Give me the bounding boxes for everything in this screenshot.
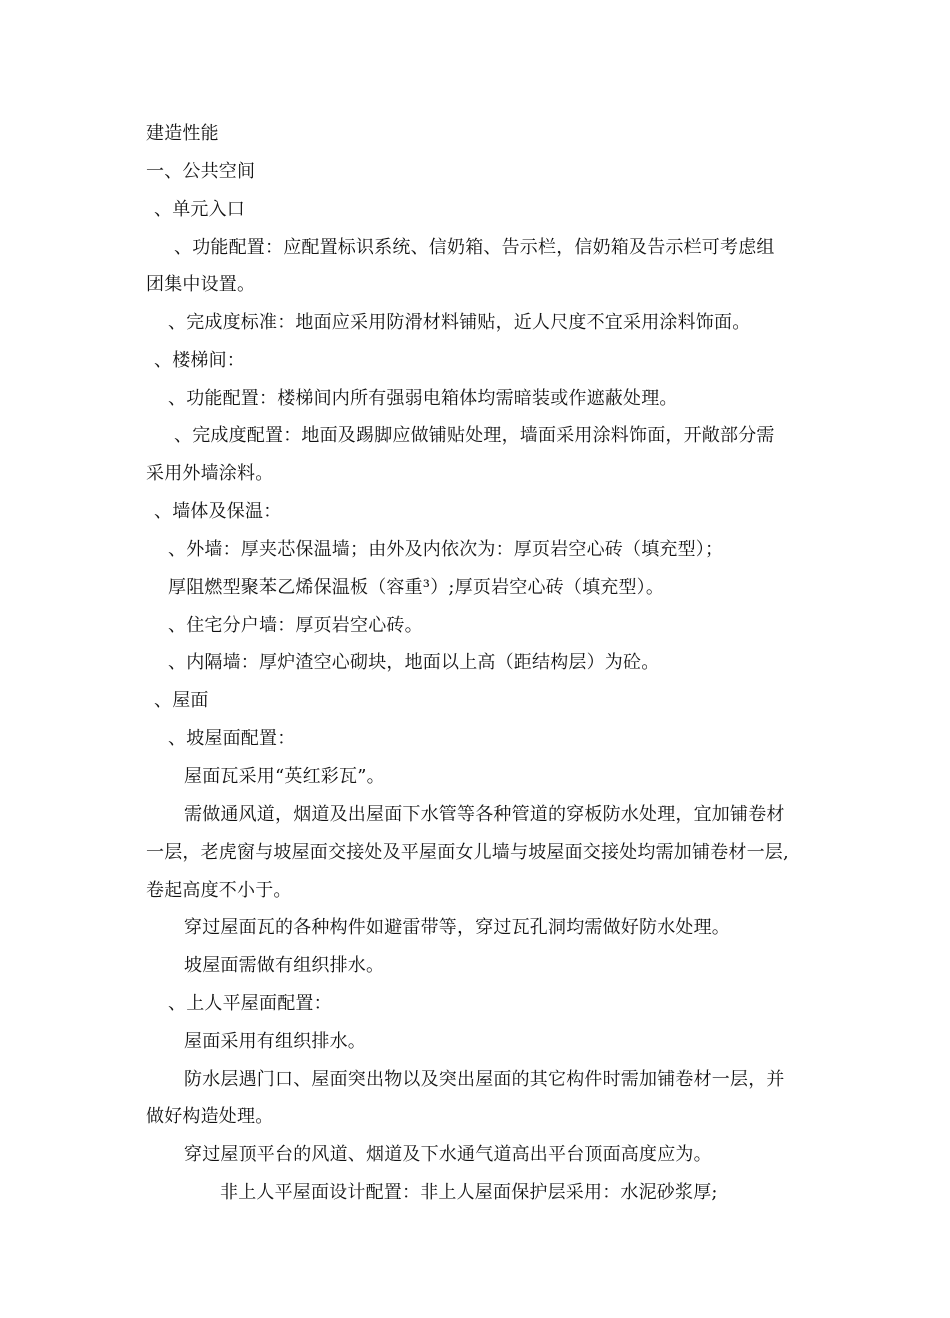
subsection-heading: 、上人平屋面配置： — [168, 993, 332, 1014]
paragraph-line: 一层，老虎窗与坡屋面交接处及平屋面女儿墙与坡屋面交接处均需加铺卷材一层, — [146, 842, 789, 863]
paragraph-line: 需做通风道，烟道及出屋面下水管等各种管道的穿板防水处理，宜加铺卷材 — [184, 804, 785, 825]
subsection-heading: 、屋面 — [154, 690, 209, 711]
subsection-heading: 、单元入口 — [154, 199, 245, 220]
subsection-heading: 、墙体及保温： — [154, 501, 282, 522]
paragraph-line: 采用外墙涂料。 — [146, 463, 274, 484]
paragraph-line: 坡屋面需做有组织排水。 — [184, 955, 385, 976]
paragraph-line: 穿过屋顶平台的风道、烟道及下水通气道高出平台顶面高度应为。 — [184, 1144, 712, 1165]
paragraph-line: 、外墙：厚夹芯保温墙；由外及内依次为：厚页岩空心砖（填充型）； — [168, 539, 724, 560]
paragraph-line: 、内隔墙：厚炉渣空心砌块，地面以上高（距结构层）为砼。 — [168, 652, 660, 673]
paragraph-line: 、功能配置：楼梯间内所有强弱电箱体均需暗装或作遮蔽处理。 — [168, 388, 678, 409]
paragraph-line: 厚阻燃型聚苯乙烯保温板（容重³）;厚页岩空心砖（填充型）。 — [168, 577, 665, 598]
paragraph-line: 、完成度配置：地面及踢脚应做铺贴处理，墙面采用涂料饰面，开敞部分需 — [174, 425, 775, 446]
paragraph-line: 防水层遇门口、屋面突出物以及突出屋面的其它构件时需加铺卷材一层，并 — [184, 1069, 785, 1090]
heading-title: 建造性能 — [146, 123, 219, 144]
paragraph-line: 、坡屋面配置： — [168, 728, 296, 749]
paragraph-line: 屋面瓦采用“英红彩瓦”。 — [184, 766, 385, 787]
paragraph-line: 穿过屋面瓦的各种构件如避雷带等，穿过瓦孔洞均需做好防水处理。 — [184, 917, 730, 938]
paragraph-line: 屋面采用有组织排水。 — [184, 1031, 366, 1052]
paragraph-line: 、功能配置：应配置标识系统、信奶箱、告示栏，信奶箱及告示栏可考虑组 — [174, 237, 775, 258]
paragraph-line: 、完成度标准：地面应采用防滑材料铺贴，近人尺度不宜采用涂料饰面。 — [168, 312, 751, 333]
paragraph-line: 非上人平屋面设计配置：非上人屋面保护层采用：水泥砂浆厚; — [220, 1182, 718, 1203]
subsection-heading: 、楼梯间： — [154, 350, 245, 371]
paragraph-line: 、住宅分户墙：厚页岩空心砖。 — [168, 615, 423, 636]
paragraph-line: 团集中设置。 — [146, 274, 256, 295]
section-heading: 一、公共空间 — [146, 161, 256, 182]
paragraph-line: 卷起高度不小于。 — [146, 880, 292, 901]
paragraph-line: 做好构造处理。 — [146, 1106, 274, 1127]
